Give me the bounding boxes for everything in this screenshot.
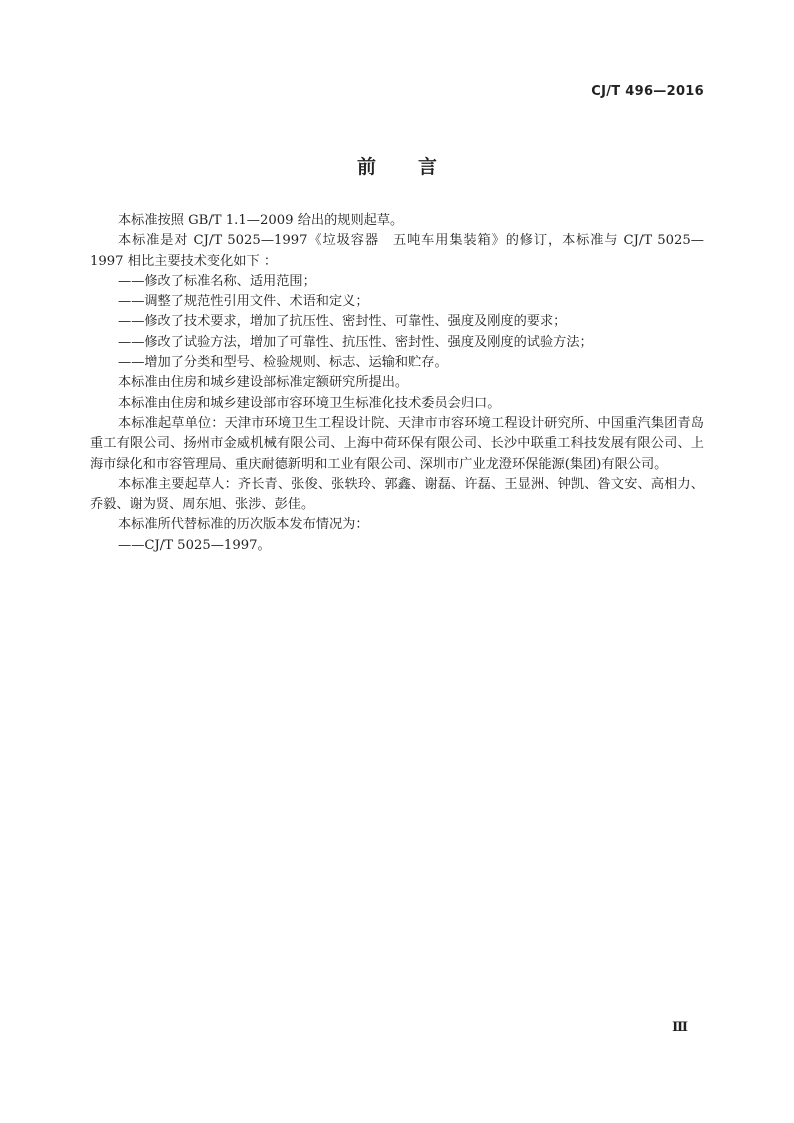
list-item-change-2: ——调整了规范性引用文件、术语和定义； bbox=[118, 294, 369, 310]
list-item-change-1: ——修改了标准名称、适用范围； bbox=[118, 273, 316, 289]
list-item-change-4: ——修改了试验方法，增加了可靠性、抗压性、密封性、强度及刚度的试验方法； bbox=[118, 334, 593, 350]
paragraph-committee: 本标准由住房和城乡建设部市容环境卫生标准化技术委员会归口。 bbox=[118, 395, 501, 411]
paragraph-history-intro: 本标准所代替标准的历次版本发布情况为： bbox=[118, 517, 369, 533]
paragraph-drafting-units: 本标准起草单位：天津市环境卫生工程设计院、天津市市容环境工程设计研究所、中国重汽集团青岛重工有限公司、扬州市金威机械有限公司、上海中荷环保有限公司、长沙中联重工科技发展有限公司、上海市绿化和市容管理局、重庆耐德新明和工业有限公司、深圳市广业龙澄环保能源(集团)有限公司。 bbox=[90, 415, 704, 472]
standard-code: CJ/T 496—2016 bbox=[591, 84, 704, 99]
page-title bbox=[0, 152, 794, 179]
paragraph-drafting-rules: 本标准按照 GB/T 1.1—2009 给出的规则起草。 bbox=[118, 213, 404, 228]
title-char-1: 前 bbox=[356, 156, 376, 178]
list-item-history-1: ——CJ/T 5025—1997。 bbox=[118, 537, 271, 553]
list-item-change-5: ——增加了分类和型号、检验规则、标志、运输和贮存。 bbox=[118, 355, 448, 371]
paragraph-proposer: 本标准由住房和城乡建设部标准定额研究所提出。 bbox=[118, 375, 409, 391]
paragraph-revision-statement: 本标准是对 CJ/T 5025—1997《垃圾容器 五吨车用集装箱》的修订，本标准与 CJ/T 5025—1997 相比主要技术变化如下 ： bbox=[90, 233, 704, 269]
foreword-body bbox=[90, 211, 704, 556]
title-char-2: 言 bbox=[418, 156, 438, 178]
list-item-change-3: ——修改了技术要求，增加了抗压性、密封性、可靠性、强度及刚度的要求； bbox=[118, 314, 567, 330]
paragraph-drafters: 本标准主要起草人：齐长青、张俊、张轶玲、郭鑫、谢磊、许磊、王显洲、钟凯、昝文安、高相力、乔毅、谢为贤、周东旭、张涉、彭佳。 bbox=[90, 476, 704, 513]
page-number: Ⅲ bbox=[672, 1020, 688, 1035]
